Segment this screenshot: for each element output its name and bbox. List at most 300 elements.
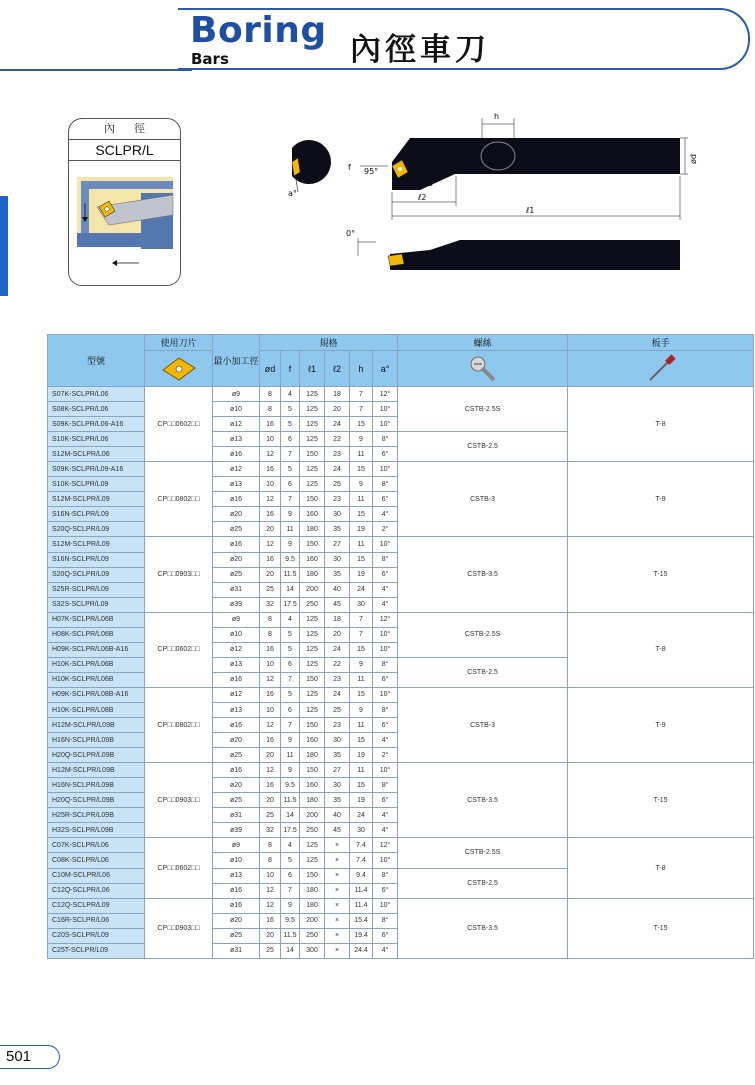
col-h: h [350,351,373,387]
h-cell: 15.4 [350,913,373,928]
l2-cell: 40 [325,808,350,823]
a-cell: 12° [373,838,398,853]
model-cell: C12Q-SCLPR/L09 [48,898,145,913]
a-cell: 4° [373,597,398,612]
l2-cell: × [325,868,350,883]
h-cell: 7 [350,387,373,402]
min-cell: ø31 [213,808,260,823]
l1-cell: 150 [300,447,325,462]
min-cell: ø16 [213,492,260,507]
h-cell: 30 [350,597,373,612]
angle-a-label: a° [288,189,297,198]
a-cell: 8° [373,868,398,883]
min-cell: ø13 [213,657,260,672]
l2-cell: 23 [325,492,350,507]
screw-cell: CSTB-3.5 [398,898,568,958]
h-cell: 19.4 [350,928,373,943]
model-cell: H16N-SCLPR/L09B [48,733,145,748]
min-cell: ø10 [213,402,260,417]
l1-cell: 150 [300,672,325,687]
min-cell: ø25 [213,793,260,808]
model-cell: S32S-SCLPR/L09 [48,597,145,612]
l1-cell: 180 [300,567,325,582]
model-cell: H16N-SCLPR/L09B [48,778,145,793]
a-cell: 10° [373,642,398,657]
l1-cell: 160 [300,507,325,522]
l2-cell: 30 [325,778,350,793]
header-wrench: 板手 [568,335,754,351]
model-cell: S09K-SCLPR/L09-A16 [48,462,145,477]
min-cell: ø9 [213,387,260,402]
h-cell: 7 [350,612,373,627]
l1-cell: 125 [300,417,325,432]
wrench-cell: T-8 [568,838,754,898]
d-cell: 25 [260,808,281,823]
d-cell: 8 [260,627,281,642]
l2-cell: 30 [325,733,350,748]
l2-cell: 35 [325,748,350,763]
f-cell: 5 [281,627,300,642]
h-cell: 15 [350,507,373,522]
l1-cell: 180 [300,898,325,913]
model-cell: H07K-SCLPR/L06B [48,612,145,627]
screw-icon [468,354,498,384]
d-cell: 10 [260,432,281,447]
h-cell: 11.4 [350,898,373,913]
boring-operation-icon [69,163,179,285]
l2-cell: 18 [325,612,350,627]
l2-cell: 45 [325,597,350,612]
min-cell: ø10 [213,627,260,642]
l2-cell: × [325,883,350,898]
model-cell: S08K-SCLPR/L06 [48,402,145,417]
screw-cell: CSTB-2.5 [398,657,568,687]
f-cell: 7 [281,718,300,733]
l2-cell: 23 [325,718,350,733]
l2-cell: 40 [325,582,350,597]
a-cell: 10° [373,687,398,702]
a-cell: 8° [373,552,398,567]
min-cell: ø16 [213,898,260,913]
screw-cell: CSTB-2.5 [398,868,568,898]
table-row [48,898,754,913]
l1-cell: 125 [300,462,325,477]
wrench-cell: T-15 [568,537,754,612]
l1-cell: 150 [300,537,325,552]
l2-cell: × [325,913,350,928]
l1-cell: 180 [300,748,325,763]
d-cell: 10 [260,702,281,717]
insert-cell: CP□□0602□□ [145,387,213,462]
model-cell: H12M-SCLPR/L09B [48,718,145,733]
f-cell: 14 [281,808,300,823]
d-cell: 16 [260,462,281,477]
d-cell: 10 [260,657,281,672]
dim-l2-label: ℓ2 [418,193,427,202]
header-model: 型號 [48,335,145,387]
min-cell: ø10 [213,853,260,868]
card-code: SCLPR/L [69,139,180,161]
l2-cell: 35 [325,793,350,808]
f-cell: 9.5 [281,552,300,567]
h-cell: 11 [350,492,373,507]
model-cell: S20Q-SCLPR/L09 [48,522,145,537]
l1-cell: 160 [300,733,325,748]
l1-cell: 125 [300,642,325,657]
a-cell: 6° [373,672,398,687]
model-cell: H10K-SCLPR/L06B [48,657,145,672]
a-cell: 12° [373,612,398,627]
f-cell: 4 [281,838,300,853]
wrench-cell: T-15 [568,763,754,838]
d-cell: 25 [260,582,281,597]
h-cell: 15 [350,462,373,477]
f-cell: 9 [281,898,300,913]
table-row [48,612,754,627]
min-cell: ø31 [213,943,260,958]
boring-bar-side [390,240,680,270]
h-cell: 9 [350,432,373,447]
min-cell: ø13 [213,868,260,883]
h-cell: 15 [350,733,373,748]
l1-cell: 180 [300,883,325,898]
min-cell: ø16 [213,672,260,687]
f-cell: 11.5 [281,567,300,582]
l1-cell: 150 [300,492,325,507]
l2-cell: 23 [325,447,350,462]
screw-image-cell [398,351,568,387]
card-category: 內 徑 [103,123,154,135]
d-cell: 16 [260,687,281,702]
d-cell: 20 [260,567,281,582]
a-cell: 12° [373,387,398,402]
f-cell: 11.5 [281,793,300,808]
d-cell: 12 [260,492,281,507]
wrench-cell: T-8 [568,387,754,462]
d-cell: 8 [260,612,281,627]
l2-cell: 24 [325,642,350,657]
d-cell: 20 [260,793,281,808]
h-cell: 11.4 [350,883,373,898]
d-cell: 20 [260,928,281,943]
h-cell: 9.4 [350,868,373,883]
min-cell: ø13 [213,702,260,717]
model-cell: S12M-SCLPR/L06 [48,447,145,462]
h-cell: 24 [350,582,373,597]
brand-title: Boring [190,10,327,51]
screw-cell: CSTB-3.5 [398,537,568,612]
a-cell: 2° [373,748,398,763]
f-cell: 9.5 [281,913,300,928]
model-cell: S07K-SCLPR/L06 [48,387,145,402]
col-l1: ℓ1 [300,351,325,387]
l1-cell: 125 [300,387,325,402]
l2-cell: 22 [325,432,350,447]
a-cell: 8° [373,657,398,672]
l2-cell: 27 [325,537,350,552]
screw-cell: CSTB-3.5 [398,763,568,838]
header-screw: 螺絲 [398,335,568,351]
min-cell: ø20 [213,778,260,793]
table-row [48,763,754,778]
d-cell: 32 [260,597,281,612]
wrench-image-cell [568,351,754,387]
min-cell: ø39 [213,597,260,612]
insert-cell: CP□□0602□□ [145,612,213,687]
l2-cell: 25 [325,702,350,717]
model-cell: C16R-SCLPR/L06 [48,913,145,928]
model-cell: S10K-SCLPR/L06 [48,432,145,447]
a-cell: 4° [373,507,398,522]
d-cell: 32 [260,823,281,838]
model-cell: S16N-SCLPR/L09 [48,507,145,522]
f-cell: 5 [281,853,300,868]
insert-cell: CP□□0903□□ [145,898,213,958]
model-cell: S20Q-SCLPR/L09 [48,567,145,582]
model-cell: H25R-SCLPR/L09B [48,808,145,823]
spec-table-body [48,387,754,959]
l2-cell: 24 [325,417,350,432]
h-cell: 19 [350,748,373,763]
l1-cell: 125 [300,477,325,492]
l1-cell: 180 [300,522,325,537]
model-cell: H20Q-SCLPR/L09B [48,793,145,808]
l1-cell: 150 [300,868,325,883]
insert-image-cell [145,351,213,387]
screw-cell: CSTB-2.5S [398,387,568,432]
f-cell: 5 [281,462,300,477]
dim-h-label: h [494,112,500,121]
table-row [48,838,754,853]
min-cell: ø20 [213,507,260,522]
col-f: f [281,351,300,387]
d-cell: 10 [260,868,281,883]
f-cell: 7 [281,672,300,687]
f-cell: 6 [281,432,300,447]
model-cell: C07K-SCLPR/L06 [48,838,145,853]
min-cell: ø12 [213,417,260,432]
angle-0-label: 0° [346,229,356,238]
min-cell: ø25 [213,522,260,537]
d-cell: 20 [260,748,281,763]
f-cell: 11.5 [281,928,300,943]
model-cell: H10K-SCLPR/L06B [48,672,145,687]
l1-cell: 125 [300,687,325,702]
a-cell: 8° [373,432,398,447]
d-cell: 16 [260,778,281,793]
h-cell: 15 [350,687,373,702]
model-cell: H10K-SCLPR/L08B [48,702,145,717]
d-cell: 20 [260,522,281,537]
f-cell: 6 [281,868,300,883]
a-cell: 8° [373,702,398,717]
d-cell: 8 [260,387,281,402]
l1-cell: 125 [300,627,325,642]
f-cell: 7 [281,447,300,462]
table-row [48,462,754,477]
l1-cell: 160 [300,552,325,567]
d-cell: 8 [260,853,281,868]
d-cell: 12 [260,672,281,687]
model-cell: C10M-SCLPR/L06 [48,868,145,883]
h-cell: 15 [350,642,373,657]
model-cell: S10K-SCLPR/L09 [48,477,145,492]
model-cell: S16N-SCLPR/L09 [48,552,145,567]
insert-cell: CP□□0802□□ [145,462,213,537]
a-cell: 6° [373,492,398,507]
l1-cell: 250 [300,928,325,943]
min-cell: ø12 [213,687,260,702]
h-cell: 24 [350,808,373,823]
insert-cell: CP□□0602□□ [145,838,213,898]
l1-cell: 150 [300,718,325,733]
l2-cell: 30 [325,507,350,522]
l2-cell: 24 [325,462,350,477]
table-row [48,537,754,552]
a-cell: 10° [373,462,398,477]
d-cell: 12 [260,763,281,778]
h-cell: 7 [350,402,373,417]
f-cell: 7 [281,883,300,898]
a-cell: 4° [373,943,398,958]
h-cell: 19 [350,522,373,537]
header-underline [0,69,192,71]
a-cell: 4° [373,808,398,823]
tool-type-card [68,118,181,286]
min-cell: ø16 [213,447,260,462]
d-cell: 12 [260,537,281,552]
page-number: 501 [6,1048,32,1065]
l2-cell: 30 [325,552,350,567]
model-cell: C12Q-SCLPR/L06 [48,883,145,898]
f-cell: 11 [281,522,300,537]
h-cell: 11 [350,718,373,733]
l2-cell: × [325,898,350,913]
h-cell: 15 [350,417,373,432]
a-cell: 10° [373,417,398,432]
l2-cell: 20 [325,627,350,642]
l1-cell: 150 [300,763,325,778]
model-cell: S12M-SCLPR/L09 [48,492,145,507]
d-cell: 16 [260,417,281,432]
model-cell: H32S-SCLPR/L09B [48,823,145,838]
d-cell: 10 [260,477,281,492]
f-cell: 5 [281,402,300,417]
h-cell: 19 [350,567,373,582]
a-cell: 4° [373,823,398,838]
model-cell: C20S-SCLPR/L09 [48,928,145,943]
brand-subtitle: Bars [191,50,229,68]
l1-cell: 180 [300,793,325,808]
h-cell: 7 [350,627,373,642]
l1-cell: 200 [300,808,325,823]
l2-cell: 20 [325,402,350,417]
model-cell: H12M-SCLPR/L09B [48,763,145,778]
min-cell: ø12 [213,462,260,477]
f-cell: 17.5 [281,823,300,838]
d-cell: 16 [260,642,281,657]
f-cell: 4 [281,387,300,402]
col-d: ød [260,351,281,387]
l1-cell: 250 [300,823,325,838]
l2-cell: × [325,943,350,958]
d-cell: 12 [260,883,281,898]
side-tab-marker [0,196,8,296]
f-cell: 6 [281,477,300,492]
l1-cell: 200 [300,913,325,928]
a-cell: 6° [373,883,398,898]
screw-cell: CSTB-2.5S [398,612,568,657]
f-cell: 9 [281,507,300,522]
h-cell: 19 [350,793,373,808]
f-cell: 11 [281,748,300,763]
l1-cell: 125 [300,838,325,853]
table-row [48,387,754,402]
a-cell: 8° [373,477,398,492]
l2-cell: 23 [325,672,350,687]
min-cell: ø20 [213,913,260,928]
wrench-cell: T-15 [568,898,754,958]
screw-cell: CSTB-3 [398,462,568,537]
a-cell: 4° [373,582,398,597]
min-cell: ø9 [213,838,260,853]
insert-icon [159,354,199,384]
l2-cell: 35 [325,522,350,537]
f-cell: 17.5 [281,597,300,612]
h-cell: 7.4 [350,853,373,868]
screw-cell: CSTB-2.5 [398,432,568,462]
min-cell: ø31 [213,582,260,597]
min-cell: ø39 [213,823,260,838]
min-cell: ø13 [213,477,260,492]
d-cell: 8 [260,838,281,853]
l1-cell: 250 [300,597,325,612]
a-cell: 10° [373,402,398,417]
screw-cell: CSTB-3 [398,687,568,762]
f-cell: 14 [281,943,300,958]
l1-cell: 160 [300,778,325,793]
model-cell: S12M-SCLPR/L09 [48,537,145,552]
d-cell: 16 [260,733,281,748]
dim-f-label: f [348,163,351,172]
l2-cell: 45 [325,823,350,838]
l2-cell: 27 [325,763,350,778]
f-cell: 5 [281,417,300,432]
col-l2: ℓ2 [325,351,350,387]
min-cell: ø12 [213,642,260,657]
a-cell: 10° [373,627,398,642]
h-cell: 9 [350,702,373,717]
f-cell: 6 [281,657,300,672]
min-cell: ø16 [213,718,260,733]
min-cell: ø20 [213,552,260,567]
d-cell: 16 [260,552,281,567]
a-cell: 6° [373,718,398,733]
f-cell: 9.5 [281,778,300,793]
f-cell: 7 [281,492,300,507]
l1-cell: 125 [300,657,325,672]
min-cell: ø9 [213,612,260,627]
l1-cell: 125 [300,702,325,717]
h-cell: 30 [350,823,373,838]
header-spec: 規格 [260,335,398,351]
a-cell: 8° [373,913,398,928]
f-cell: 6 [281,702,300,717]
model-cell: H09K-SCLPR/L08B-A16 [48,687,145,702]
d-cell: 12 [260,718,281,733]
h-cell: 24.4 [350,943,373,958]
model-cell: S25R-SCLPR/L09 [48,582,145,597]
